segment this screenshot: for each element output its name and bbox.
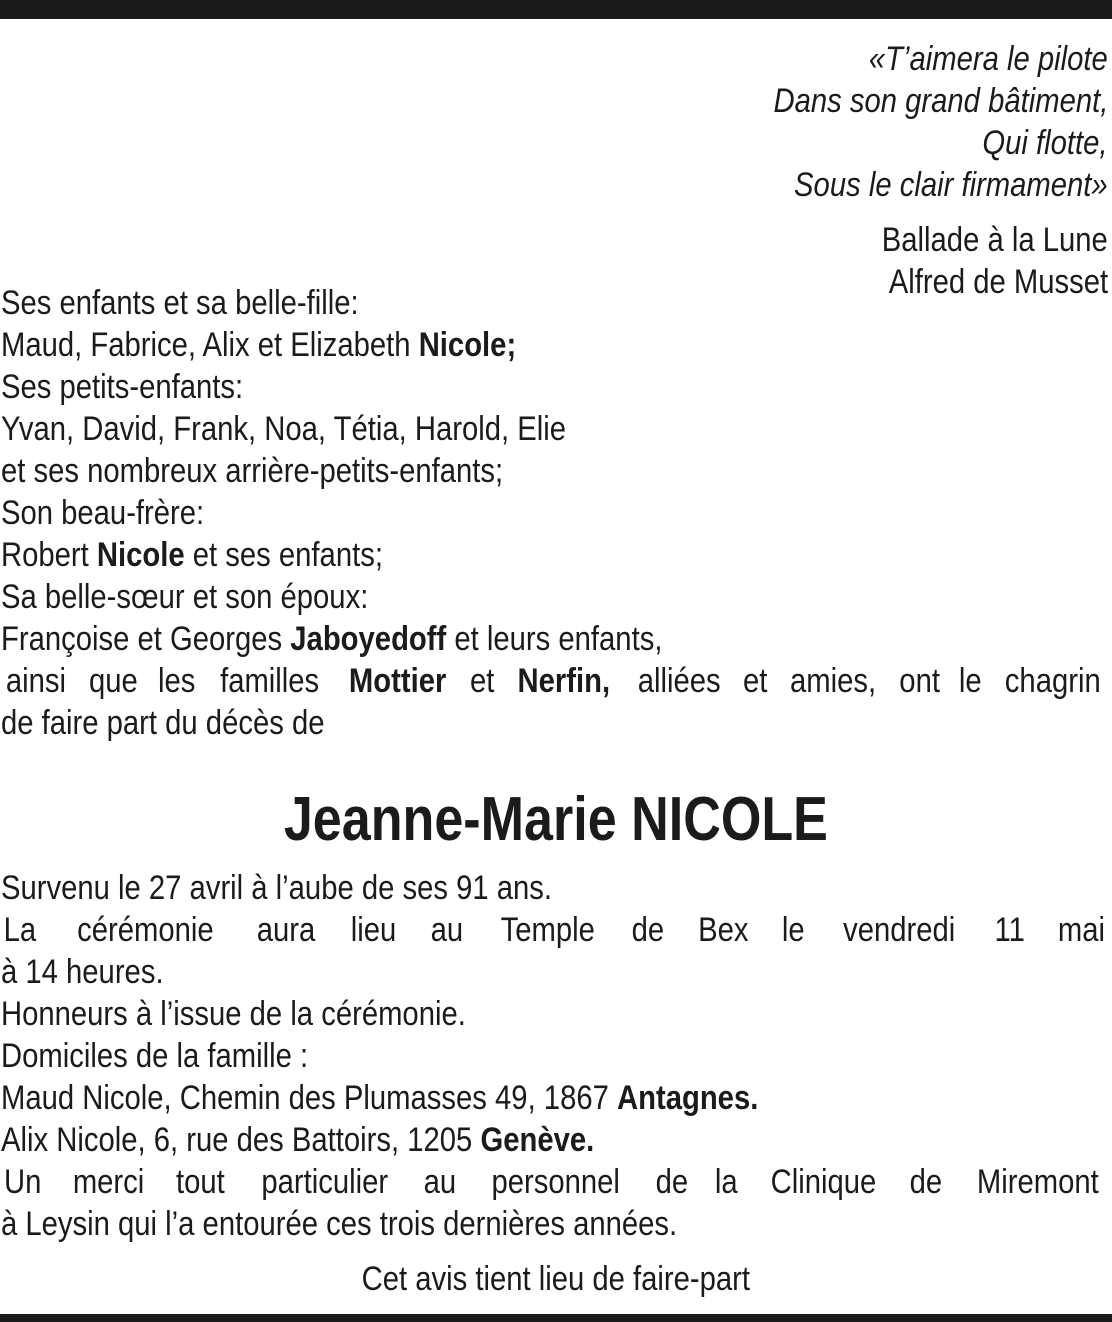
surname: Nerfin,	[517, 662, 610, 700]
poem-title: Ballade à la Lune	[882, 221, 1108, 259]
top-rule	[0, 0, 1112, 19]
family-line: Ses petits-enfants:	[1, 368, 244, 406]
surname: Nicole	[96, 536, 185, 574]
detail-line-justified: La cérémonie aura lieu au Temple de Bex le vendredi 11 mai	[3, 911, 1106, 949]
family-line: de faire part du décès de	[1, 704, 325, 742]
detail-line: Survenu le 27 avril à l’aube de ses 91 ans.	[1, 869, 553, 907]
detail-line-justified: Un merci tout particulier au personnel de la Clinique de Miremont	[4, 1163, 1100, 1201]
detail-line: Honneurs à l’issue de la cérémonie.	[1, 995, 466, 1033]
city: Antagnes.	[616, 1079, 759, 1117]
poem-line: Dans son grand bâtiment,	[773, 82, 1108, 120]
poem-line: Sous le clair firmament»	[794, 166, 1108, 204]
family-line: Sa belle-sœur et son époux:	[1, 578, 369, 616]
detail-line: Alix Nicole, 6, rue des Battoirs, 1205 Genève.	[1, 1121, 595, 1159]
city: Genève.	[480, 1121, 595, 1159]
family-line-justified: ainsi que les familles Mottier et Nerfin, alliées et amies, ont le chagrin	[5, 662, 1102, 700]
surname: Jaboyedoff	[290, 620, 447, 658]
detail-line: Domiciles de la famille :	[1, 1037, 309, 1075]
family-line: Maud, Fabrice, Alix et Elizabeth Nicole;	[1, 326, 517, 364]
family-line: Françoise et Georges Jaboyedoff et leurs enfants,	[1, 620, 663, 658]
detail-line: à 14 heures.	[1, 953, 164, 991]
family-line: Yvan, David, Frank, Noa, Tétia, Harold, Elie	[1, 410, 567, 448]
detail-line: à Leysin qui l’a entourée ces trois dernières années.	[1, 1205, 678, 1243]
poem-source	[845, 219, 1108, 303]
family-line: Ses enfants et sa belle-fille:	[1, 284, 359, 322]
surname: Mottier	[348, 662, 447, 700]
poem-line: Qui flotte,	[982, 124, 1108, 162]
footer-note: Cet avis tient lieu de faire-part	[361, 1260, 751, 1298]
family-line: et ses nombreux arrière-petits-enfants;	[1, 452, 504, 490]
poem-author: Alfred de Musset	[888, 263, 1108, 301]
surname: Nicole;	[418, 326, 517, 364]
detail-line: Maud Nicole, Chemin des Plumasses 49, 1867 Antagnes.	[1, 1079, 759, 1117]
bottom-rule	[0, 1314, 1112, 1322]
family-line: Son beau-frère:	[1, 494, 205, 532]
family-line: Robert Nicole et ses enfants;	[1, 536, 383, 574]
deceased-name: Jeanne-Marie NICOLE	[283, 785, 829, 854]
poem-line: «T’aimera le pilote	[869, 40, 1108, 78]
poem-epigraph	[719, 38, 1108, 206]
